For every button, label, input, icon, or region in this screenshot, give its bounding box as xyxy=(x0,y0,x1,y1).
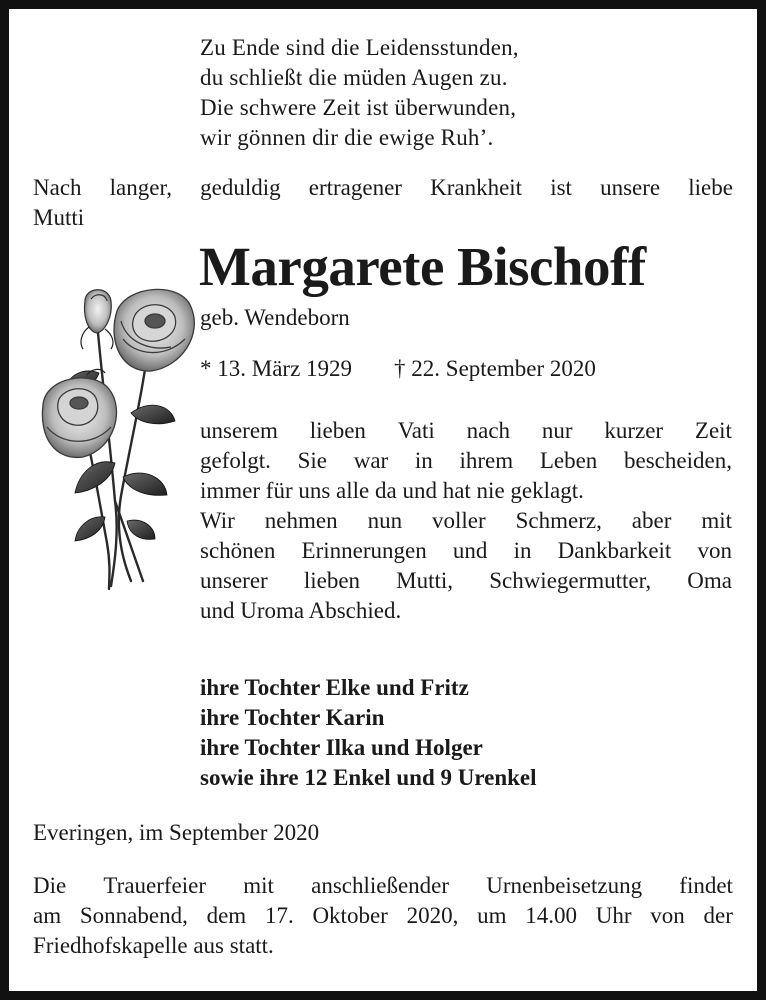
word: Schwiegermutter, xyxy=(489,568,652,593)
word: in xyxy=(414,448,433,473)
word: dem xyxy=(206,903,247,928)
mourner-line: sowie ihre 12 Enkel und 9 Urenkel xyxy=(200,765,537,790)
word: um xyxy=(477,903,507,928)
obituary-notice xyxy=(9,9,757,991)
word: gefolgt. xyxy=(200,448,271,473)
word: Zeit xyxy=(694,418,732,443)
poem-line: du schließt die müden Augen zu. xyxy=(200,65,508,90)
memorial-poem xyxy=(200,33,519,153)
body-line: und Uroma Abschied. xyxy=(200,598,402,623)
word: Wir xyxy=(200,508,235,533)
word: schönen xyxy=(200,538,276,563)
word: nehmen xyxy=(264,508,338,533)
body-line: immer für uns alle da und hat nie geklagt. xyxy=(200,478,584,503)
word: Erinnerungen xyxy=(301,538,427,563)
word: lieben xyxy=(309,418,366,443)
word: Krankheit xyxy=(430,175,523,200)
word: langer, xyxy=(109,175,172,200)
poem-line: wir gönnen dir die ewige Ruh’. xyxy=(200,125,494,150)
body-line xyxy=(200,506,732,536)
word: unserer xyxy=(200,568,268,593)
word: findet xyxy=(679,873,733,898)
word: nun xyxy=(367,508,403,533)
birth-date: * 13. März 1929 xyxy=(200,356,353,381)
word: am xyxy=(33,903,62,928)
maiden-name: geb. Wendeborn xyxy=(200,305,350,330)
obituary-body xyxy=(200,416,732,626)
word: Trauerfeier xyxy=(103,873,207,898)
word: bescheiden, xyxy=(624,448,732,473)
word: geduldig xyxy=(200,175,281,200)
word: Oma xyxy=(687,568,732,593)
word: von xyxy=(697,538,732,563)
word: Die xyxy=(33,873,67,898)
word: mit xyxy=(701,508,732,533)
body-line xyxy=(200,416,732,446)
word: von xyxy=(650,903,685,928)
word: 17. xyxy=(264,903,294,928)
word: Mutti, xyxy=(396,568,454,593)
word: lieben xyxy=(303,568,361,593)
funeral-service-info xyxy=(33,871,733,961)
word: nur xyxy=(541,418,573,443)
word: mit xyxy=(243,873,274,898)
service-line xyxy=(33,901,733,931)
word: Uhr xyxy=(595,903,632,928)
word: voller xyxy=(432,508,486,533)
mourner-line: ihre Tochter Karin xyxy=(200,705,385,730)
word: ihrem xyxy=(459,448,514,473)
body-line xyxy=(200,446,732,476)
service-line: Friedhofskapelle aus statt. xyxy=(33,933,274,958)
word: liebe xyxy=(688,175,733,200)
word: 14.00 xyxy=(525,903,577,928)
word: in xyxy=(513,538,532,563)
poem-line: Die schwere Zeit ist überwunden, xyxy=(200,95,517,120)
service-line xyxy=(33,871,733,901)
word: unserem xyxy=(200,418,278,443)
word: Sonnabend, xyxy=(79,903,188,928)
word: aber xyxy=(631,508,672,533)
word: kurzer xyxy=(604,418,664,443)
word: Leben xyxy=(539,448,598,473)
word: war xyxy=(353,448,389,473)
mourners-list xyxy=(200,673,537,793)
intro-line-1 xyxy=(33,173,733,203)
word: unsere xyxy=(600,175,661,200)
word: ertragener xyxy=(308,175,402,200)
word: Vati xyxy=(397,418,435,443)
word: Urnenbeisetzung xyxy=(486,873,643,898)
word: anschließender xyxy=(311,873,450,898)
intro-text xyxy=(33,173,733,233)
word: Sie xyxy=(297,448,327,473)
place-and-date: Everingen, im September 2020 xyxy=(33,820,320,845)
word: 2020, xyxy=(406,903,459,928)
mourner-line: ihre Tochter Elke und Fritz xyxy=(200,675,469,700)
word: Schmerz, xyxy=(515,508,602,533)
word: Dankbarkeit xyxy=(557,538,672,563)
word: der xyxy=(703,903,733,928)
mourner-line: ihre Tochter Ilka und Holger xyxy=(200,735,483,760)
body-line xyxy=(200,536,732,566)
word: und xyxy=(452,538,488,563)
deceased-name: Margarete Bischoff xyxy=(199,236,646,297)
word: Oktober xyxy=(312,903,388,928)
body-line xyxy=(200,566,732,596)
poem-line: Zu Ende sind die Leidensstunden, xyxy=(200,35,519,60)
intro-line-2: Mutti xyxy=(33,205,85,230)
word: ist xyxy=(550,175,572,200)
word: nach xyxy=(466,418,511,443)
death-date: † 22. September 2020 xyxy=(394,356,596,381)
word: Nach xyxy=(33,175,82,200)
roses-icon xyxy=(31,281,201,591)
life-dates xyxy=(200,354,596,384)
